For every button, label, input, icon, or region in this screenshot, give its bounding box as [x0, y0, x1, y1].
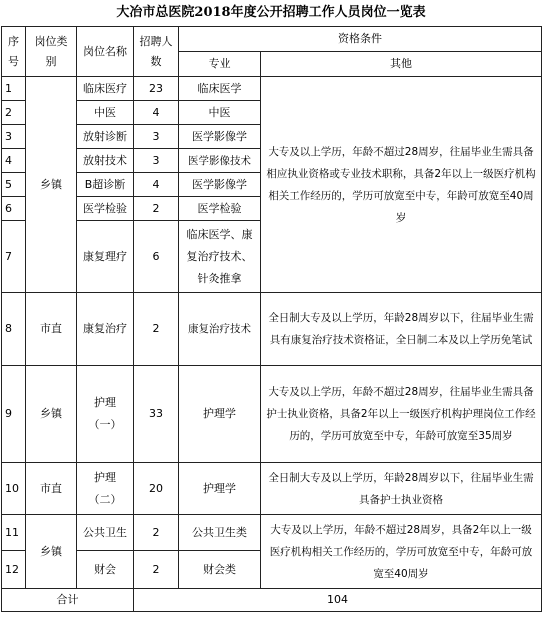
category-cell: 市直 [26, 463, 77, 515]
other-cell: 全日制大专及以上学历，年龄28周岁以下，往届毕业生需具备护士执业资格 [261, 463, 542, 515]
table-row [2, 515, 542, 551]
seq-cell: 4 [2, 149, 26, 173]
header-qualifications: 资格条件 [179, 27, 542, 52]
position-cell: 放射技术 [77, 149, 134, 173]
other-cell: 大专及以上学历，年龄不超过28周岁，往届毕业生需具备相应执业资格或专业技术职称，具备2年以上一级医疗机构相关工作经历的，学历可放宽至中专，年龄可放宽至40周岁 [261, 77, 542, 293]
major-cell: 医学影像学 [179, 173, 261, 197]
major-cell: 护理学 [179, 366, 261, 463]
table-row [2, 366, 542, 463]
major-cell: 公共卫生类 [179, 515, 261, 551]
position-cell: 康复理疗 [77, 221, 134, 293]
header-count: 招聘人 数 [134, 27, 179, 77]
major-cell: 护理学 [179, 463, 261, 515]
major-cell: 中医 [179, 101, 261, 125]
seq-cell: 9 [2, 366, 26, 463]
position-cell: 康复治疗 [77, 293, 134, 366]
seq-cell: 6 [2, 197, 26, 221]
header-other: 其他 [261, 52, 542, 77]
total-row [2, 589, 542, 612]
position-cell: 护理 （二） [77, 463, 134, 515]
count-cell: 20 [134, 463, 179, 515]
other-cell: 全日制大专及以上学历，年龄28周岁以下，往届毕业生需具有康复治疗技术资格证，全日制二本及以上学历免笔试 [261, 293, 542, 366]
major-cell: 临床医学 [179, 77, 261, 101]
count-cell: 33 [134, 366, 179, 463]
count-cell: 23 [134, 77, 179, 101]
seq-cell: 8 [2, 293, 26, 366]
total-label: 合计 [2, 589, 134, 612]
count-cell: 2 [134, 197, 179, 221]
position-cell: B超诊断 [77, 173, 134, 197]
position-cell: 中医 [77, 101, 134, 125]
seq-cell: 7 [2, 221, 26, 293]
seq-cell: 5 [2, 173, 26, 197]
other-cell: 大专及以上学历，年龄不超过28周岁，具备2年以上一级医疗机构相关工作经历的，学历可放宽至中专，年龄可放宽至40周岁 [261, 515, 542, 589]
header-row [2, 27, 542, 52]
seq-cell: 10 [2, 463, 26, 515]
count-cell: 2 [134, 293, 179, 366]
position-cell: 医学检验 [77, 197, 134, 221]
position-cell: 临床医疗 [77, 77, 134, 101]
count-cell: 2 [134, 551, 179, 589]
header-major: 专业 [179, 52, 261, 77]
seq-cell: 1 [2, 77, 26, 101]
category-cell: 乡镇 [26, 77, 77, 293]
table-row [2, 463, 542, 515]
positions-table [1, 26, 542, 612]
total-value: 104 [134, 589, 542, 612]
major-cell: 医学影像技术 [179, 149, 261, 173]
count-cell: 4 [134, 173, 179, 197]
count-cell: 3 [134, 149, 179, 173]
count-cell: 6 [134, 221, 179, 293]
other-cell: 大专及以上学历，年龄不超过28周岁，往届毕业生需具备护士执业资格，具备2年以上一级医疗机构护理岗位工作经历的，学历可放宽至中专，年龄可放宽至35周岁 [261, 366, 542, 463]
position-cell: 财会 [77, 551, 134, 589]
count-cell: 4 [134, 101, 179, 125]
table-row [2, 77, 542, 101]
position-cell: 放射诊断 [77, 125, 134, 149]
category-cell: 乡镇 [26, 515, 77, 589]
position-cell: 护理 （一） [77, 366, 134, 463]
category-cell: 乡镇 [26, 366, 77, 463]
major-cell: 康复治疗技术 [179, 293, 261, 366]
header-position: 岗位名称 [77, 27, 134, 77]
table-row [2, 293, 542, 366]
seq-cell: 2 [2, 101, 26, 125]
seq-cell: 11 [2, 515, 26, 551]
major-cell: 临床医学、康 复治疗技术、 针灸推拿 [179, 221, 261, 293]
major-cell: 医学检验 [179, 197, 261, 221]
major-cell: 财会类 [179, 551, 261, 589]
category-cell: 市直 [26, 293, 77, 366]
count-cell: 2 [134, 515, 179, 551]
seq-cell: 12 [2, 551, 26, 589]
header-category: 岗位类 别 [26, 27, 77, 77]
header-seq: 序 号 [2, 27, 26, 77]
page-title: 大冶市总医院2018年度公开招聘工作人员岗位一览表 [116, 5, 426, 20]
seq-cell: 3 [2, 125, 26, 149]
position-cell: 公共卫生 [77, 515, 134, 551]
major-cell: 医学影像学 [179, 125, 261, 149]
count-cell: 3 [134, 125, 179, 149]
